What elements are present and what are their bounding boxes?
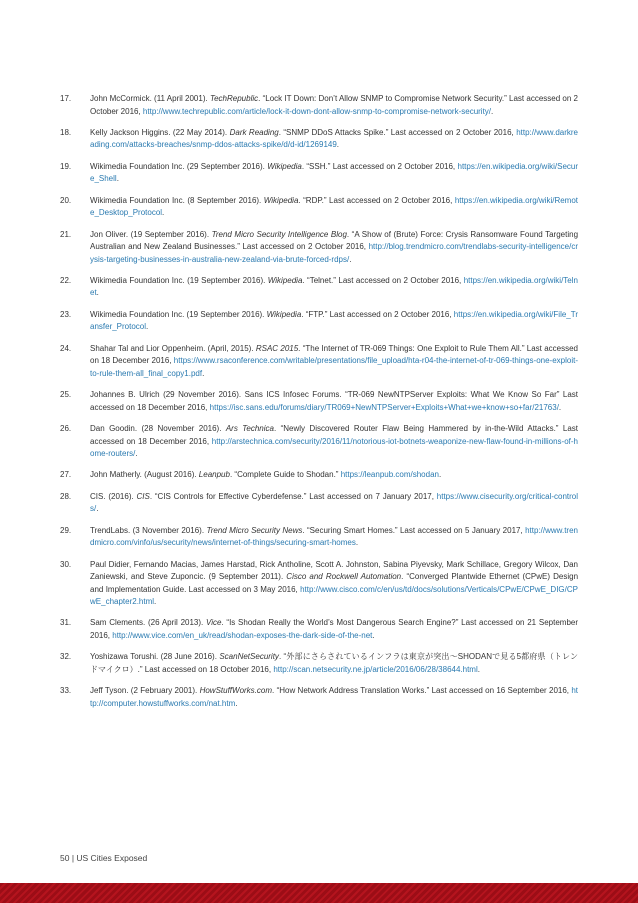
reference-number: 23. — [60, 309, 72, 319]
reference-source: Cisco and Rockwell Automation — [286, 572, 402, 582]
reference-item — [60, 161, 578, 186]
reference-text: Wikimedia Foundation Inc. (19 September 2016). — [90, 309, 267, 319]
reference-text: John McCormick. (11 April 2001). — [90, 94, 210, 103]
reference-link[interactable]: http://www.vice.com/en_uk/read/shodan-exposes-the-dark-side-of-the-net — [112, 630, 373, 640]
reference-source: Dark Reading — [229, 127, 279, 137]
reference-item — [60, 491, 578, 516]
reference-link[interactable]: http://www.techrepublic.com/article/lock-it-down-dont-allow-snmp-to-compromise-network-security/ — [142, 106, 492, 116]
reference-item — [60, 309, 578, 334]
reference-title: . “The Internet of TR-069 Things: One Exploit to Rule Them All.” Last accessed on 18 December 2016, — [90, 343, 579, 366]
reference-text: John Matherly. (August 2016). — [90, 470, 199, 480]
reference-source: Wikipedia — [267, 161, 302, 171]
reference-title: . “Lock IT Down: Don’t Allow SNMP to Compromise Network Security.” Last accessed on 2 October 2016, — [90, 94, 578, 116]
reference-number: 26. — [60, 424, 72, 434]
reference-link[interactable]: http://computer.howstuffworks.com/nat.htm — [90, 686, 579, 708]
page-footer: 50 | US Cities Exposed — [60, 853, 148, 863]
reference-text: Kelly Jackson Higgins. (22 May 2014). — [90, 127, 230, 137]
bottom-decorative-bar — [0, 883, 638, 903]
reference-text: Yoshizawa Torushi. (28 June 2016). — [90, 652, 220, 662]
reference-source: Wikipedia — [267, 275, 303, 285]
reference-end: . — [438, 470, 442, 480]
reference-title: . “Converged Plantwide Ethernet (CPwE) Design and Implementation Guide. Last accessed on 3 May 2016, — [90, 572, 579, 594]
reference-link[interactable]: https://isc.sans.edu/forums/diary/TR069+NewNTPServer+Exploits+What+we+know+so+far/21763/ — [209, 402, 559, 412]
reference-end: . — [154, 597, 157, 607]
reference-number: 24. — [60, 343, 72, 353]
reference-end: . — [116, 174, 119, 184]
reference-end: . — [96, 504, 99, 514]
reference-source: ScanNetSecurity — [219, 652, 279, 662]
reference-link[interactable]: http://scan.netsecurity.ne.jp/article/2016/06/28/38644.html — [273, 664, 478, 674]
reference-item — [60, 93, 578, 118]
reference-end: . — [372, 630, 375, 640]
reference-source: HowStuffWorks.com — [199, 686, 273, 696]
reference-text: Wikimedia Foundation Inc. (29 September 2016). — [90, 161, 268, 171]
reference-number: 30. — [60, 559, 72, 569]
reference-number: 25. — [60, 390, 72, 400]
reference-text: Jeff Tyson. (2 February 2001). — [90, 686, 200, 696]
reference-end: . — [146, 322, 149, 332]
reference-number: 28. — [60, 491, 72, 501]
reference-link[interactable]: https://en.wikipedia.org/wiki/Telnet — [90, 275, 578, 298]
reference-link[interactable]: https://en.wikipedia.org/wiki/Remote_Desktop_Protocol — [90, 195, 579, 218]
reference-link[interactable]: https://en.wikipedia.org/wiki/Secure_Shell — [90, 161, 578, 184]
reference-text: Wikimedia Foundation Inc. (19 September 2016). — [90, 275, 268, 285]
reference-text: Shahar Tal and Lior Oppenheim. (April, 2015). — [90, 343, 256, 353]
reference-source: RSAC 2015 — [255, 343, 299, 353]
reference-number: 32. — [60, 652, 72, 662]
reference-link[interactable]: http://www.darkreading.com/attacks-breaches/snmp-ddos-attacks-spike/d/d-id/1269149 — [90, 127, 578, 150]
reference-number: 20. — [60, 195, 72, 205]
reference-number: 19. — [60, 161, 72, 171]
reference-link[interactable]: https://leanpub.com/shodan — [340, 470, 439, 480]
reference-source: TechRepublic — [209, 94, 259, 103]
reference-text: Johannes B. Ulrich (29 November 2016). Sans ICS Infosec Forums. “TR-069 NewNTPServer Exploits: What We Know So Far” Last accessed on 18 December 2016, — [90, 390, 578, 412]
reference-source: Ars Technica — [225, 424, 274, 434]
reference-link[interactable]: http://www.cisco.com/c/en/us/td/docs/solutions/Verticals/CPwE/CPwE_DIG/CPwE_chapter2.html — [90, 584, 578, 607]
reference-list — [60, 93, 578, 719]
reference-link[interactable]: https://www.cisecurity.org/critical-controls/ — [90, 491, 579, 514]
reference-number: 17. — [60, 94, 72, 103]
reference-title: . “Is Shodan Really the World’s Most Dangerous Search Engine?” Last accessed on 21 September 2016, — [90, 618, 579, 640]
reference-source: Trend Micro Security Intelligence Blog — [211, 229, 347, 239]
reference-end: . — [558, 402, 562, 412]
reference-end: . — [135, 449, 138, 459]
reference-text: Paul Didier, Fernando Macias, James Harstad, Rick Antholine, Scott A. Johnston, Sabina Piyevsky, Mark Schillace, Gregory Wilcox, Dan Zaniewski, and Steve Zuponcic. (9 September 2011). — [90, 559, 578, 582]
reference-title: . “SSH.” Last accessed on 2 October 2016, — [301, 161, 458, 171]
reference-number: 27. — [60, 470, 72, 480]
reference-item — [60, 469, 578, 482]
reference-title: . “Securing Smart Homes.” Last accessed on 5 January 2017, — [302, 525, 526, 535]
reference-source: Wikipedia — [266, 309, 302, 319]
reference-item — [60, 127, 578, 152]
reference-source: Vice — [206, 618, 222, 628]
reference-item — [60, 423, 578, 461]
reference-text: Sam Clements. (26 April 2013). — [90, 618, 207, 628]
reference-link[interactable]: http://www.trendmicro.com/vinfo/us/security/news/internet-of-things/securing-smart-homes — [90, 525, 578, 548]
reference-item — [60, 389, 578, 414]
reference-link[interactable]: http://blog.trendmicro.com/trendlabs-security-intelligence/crysis-targeting-businesses-in-australia-new-zealand-via-brute-forced-rdps/ — [90, 242, 578, 264]
reference-item — [60, 195, 578, 220]
reference-link[interactable]: https://en.wikipedia.org/wiki/File_Transfer_Protocol — [90, 309, 578, 332]
reference-number: 33. — [60, 686, 72, 696]
reference-title: . “How Network Address Translation Works.” Last accessed on 16 September 2016, — [272, 686, 572, 696]
reference-link[interactable]: http://arstechnica.com/security/2016/11/notorious-iot-botnets-weaponize-new-flaw-found-in-millions-of-home-routers/ — [90, 436, 578, 459]
reference-text: CIS. (2016). — [90, 491, 137, 501]
reference-source: Wikipedia — [263, 195, 299, 205]
reference-end: . — [477, 664, 480, 674]
reference-end: . — [235, 698, 238, 708]
reference-end: . — [349, 254, 352, 264]
reference-title: . “外部にさらされているインフラは東京が突出～SHODANで見る5都府県（トレンドマイクロ）.” Last accessed on 18 October 2016, — [90, 652, 578, 674]
reference-link[interactable]: https://www.rsaconference.com/writable/presentations/file_upload/hta-r04-the-internet-of-tr-069-things-one-exploit-to-rule-them-all_final_copy1.pdf — [90, 356, 578, 378]
reference-source: Trend Micro Security News — [206, 525, 303, 535]
reference-number: 29. — [60, 525, 72, 535]
reference-text: Dan Goodin. (28 November 2016). — [90, 424, 226, 434]
reference-item — [60, 275, 578, 300]
reference-item — [60, 343, 578, 381]
reference-title: . “RDP.” Last accessed on 2 October 2016, — [298, 195, 455, 205]
reference-item — [60, 229, 578, 267]
reference-end: . — [202, 368, 205, 378]
reference-title: . “FTP.” Last accessed on 2 October 2016, — [301, 309, 454, 319]
reference-item — [60, 617, 578, 642]
reference-end: . — [96, 288, 99, 298]
reference-item — [60, 525, 578, 550]
reference-number: 22. — [60, 275, 72, 285]
reference-item — [60, 685, 578, 710]
reference-text: Wikimedia Foundation Inc. (8 September 2016). — [90, 195, 264, 205]
reference-title: . “Complete Guide to Shodan.” — [229, 470, 341, 480]
reference-item — [60, 651, 578, 676]
reference-end: . — [336, 140, 340, 150]
reference-end: . — [162, 208, 165, 218]
reference-item — [60, 559, 578, 609]
reference-source: CIS — [136, 491, 150, 501]
reference-title: . “A Show of (Brute) Force: Crysis Ransomware Found Targeting Australian and New Zealand Businesses.” Last accessed on 2 October 2016, — [90, 229, 579, 252]
reference-text: TrendLabs. (3 November 2016). — [90, 525, 207, 535]
reference-text: Jon Oliver. (19 September 2016). — [90, 229, 212, 239]
reference-source: Leanpub — [198, 470, 230, 480]
reference-end: . — [491, 106, 494, 116]
reference-end: . — [355, 538, 359, 548]
reference-title: . “Telnet.” Last accessed on 2 October 2016, — [302, 275, 464, 285]
reference-number: 21. — [60, 229, 72, 239]
reference-title: . “SNMP DDoS Attacks Spike.” Last accessed on 2 October 2016, — [278, 127, 517, 137]
reference-number: 31. — [60, 618, 72, 628]
reference-title: . “Newly Discovered Router Flaw Being Hammered by in-the-Wild Attacks.” Last accessed on 18 December 2016, — [90, 424, 578, 446]
reference-title: . “CIS Controls for Effective Cyberdefense.” Last accessed on 7 January 2017, — [149, 491, 437, 501]
reference-number: 18. — [60, 127, 72, 137]
